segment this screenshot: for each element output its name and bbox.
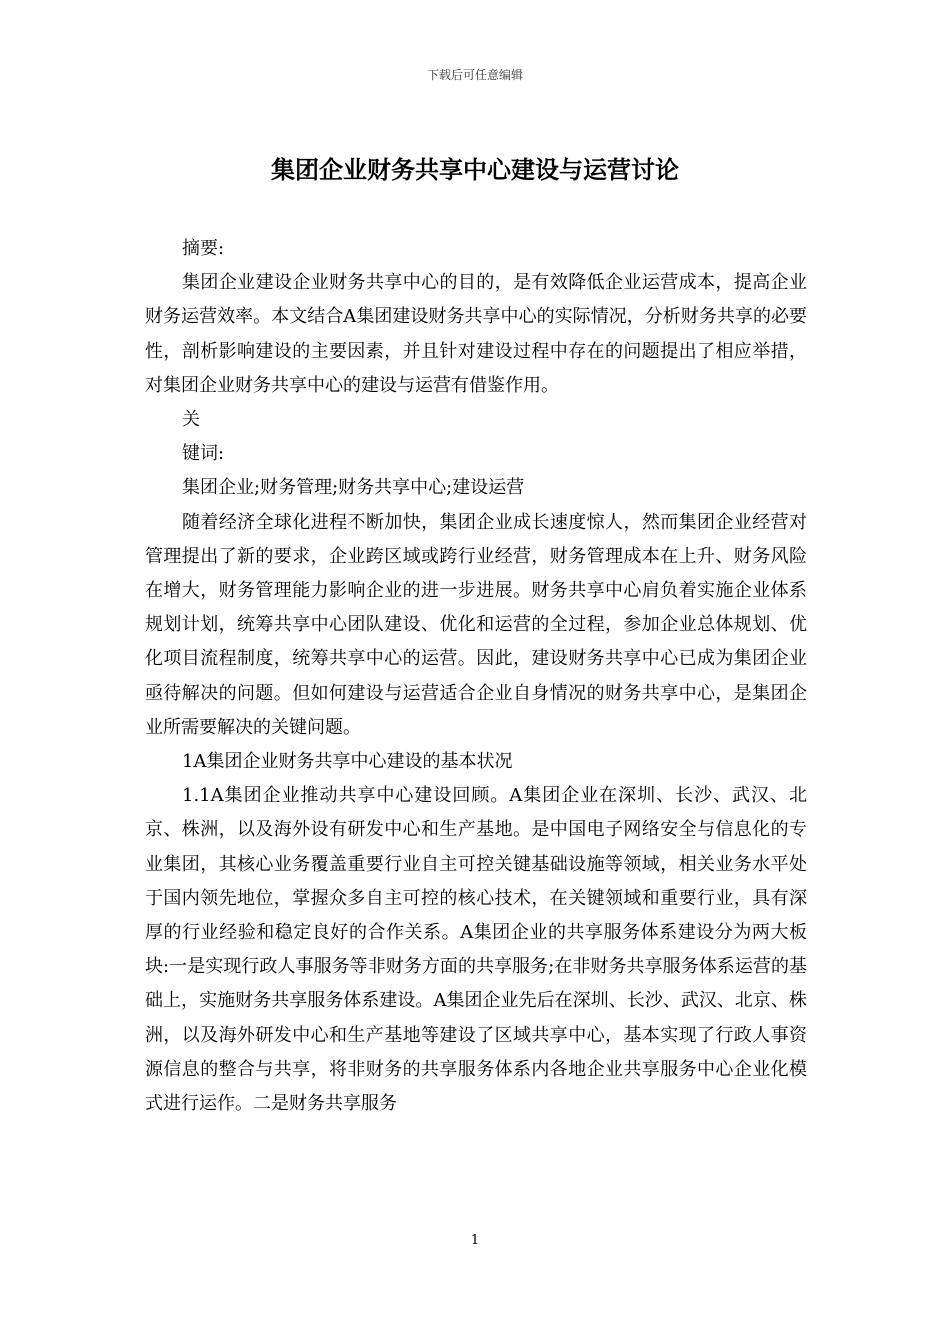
keywords-label-part-1: 关 — [182, 409, 200, 431]
keywords-list: 集团企业;财务管理;财务共享中心;建设运营 — [182, 477, 525, 499]
page-number: 1 — [470, 1233, 480, 1248]
keywords-label-part-2: 键词: — [182, 443, 225, 465]
section-1-1-paragraph: 1.1A集团企业推动共享中心建设回顾。A集团企业在深圳、长沙、武汉、北京、株洲，以及海外设有研发中心和生产基地。是中国电子网络安全与信息化的专业集团，其核心业务覆盖重要行业自主可控关键基础设施等领域，相关业务水平处于国内领先地位，掌握众多自主可控的核心技术，在关键领域和重要行业，具有深厚的行业经验和稳定良好的合作关系。A集团企业的共享服务体系建设分为两大板块:一是实现行政人事服务等非财务方面的共享服务;在非财务共享服务体系运营的基础上，实施财务共享服务体系建设。A集团企业先后在深圳、长沙、武汉、北京、株洲，以及海外研发中心和生产基地等建设了区域共享中心，基本实现了行政人事资源信息的整合与共享，将非财务的共享服务体系内各地企业共享服务中心企业化模式进行运作。二是财务共享服务 — [145, 785, 808, 1115]
abstract-paragraph: 集团企业建设企业财务共享中心的目的，是有效降低企业运营成本，提高企业财务运营效率。本文结合A集团建设财务共享中心的实际情况，分析财务共享的必要性，剖析影响建设的主要因素，并且针对建设过程中存在的问题提出了相应举措，对集团企业财务共享中心的建设与运营有借鉴作用。 — [145, 272, 807, 396]
document-body — [145, 232, 807, 1121]
section-heading-1: 1A集团企业财务共享中心建设的基本状况 — [182, 751, 513, 773]
abstract-label: 摘要: — [182, 238, 225, 259]
document-title: 集团企业财务共享中心建设与运营讨论 — [271, 155, 679, 184]
header-note: 下载后可任意编辑 — [426, 68, 523, 82]
intro-paragraph: 随着经济全球化进程不断加快，集团企业成长速度惊人，然而集团企业经营对管理提出了新的要求，企业跨区域或跨行业经营，财务管理成本在上升、财务风险在增大，财务管理能力影响企业的进一步进展。财务共享中心肩负着实施企业体系规划计划，统筹共享中心团队建设、优化和运营的全过程，参加企业总体规划、优化项目流程制度，统筹共享中心的运营。因此，建设财务共享中心已成为集团企业亟待解决的问题。但如何建设与运营适合企业自身情况的财务共享中心，是集团企业所需要解决的关键问题。 — [145, 511, 807, 738]
